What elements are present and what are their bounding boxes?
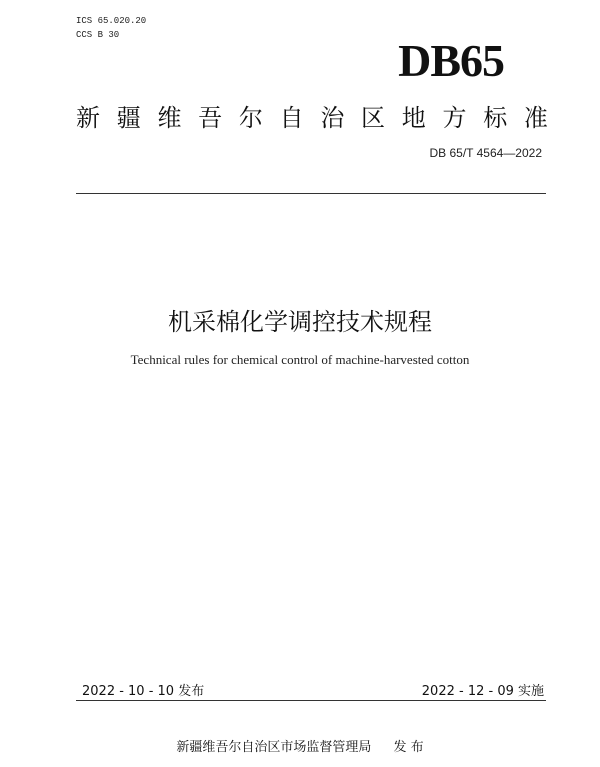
standard-number: DB 65/T 4564—2022 (429, 146, 542, 160)
document-title-chinese: 机采棉化学调控技术规程 (168, 308, 432, 336)
issuer-action: 发 布 (393, 740, 424, 755)
standard-type-char: 方 (442, 104, 467, 132)
db65-logo: DB65 (398, 35, 504, 86)
standard-type-char: 疆 (116, 104, 141, 132)
standard-type-char: 治 (320, 104, 345, 132)
standard-type-char: 地 (401, 104, 426, 132)
standard-type-char: 尔 (238, 104, 263, 132)
ccs-code: CCS B 30 (76, 30, 120, 40)
ics-code: ICS 65.020.20 (76, 16, 147, 26)
standard-type-heading (76, 98, 548, 133)
standard-type-char: 自 (279, 104, 304, 132)
issuer-line (0, 736, 600, 755)
standard-type-char: 维 (157, 104, 182, 132)
top-divider (76, 193, 546, 194)
standard-type-char: 标 (483, 104, 508, 132)
standard-type-char: 区 (361, 104, 386, 132)
issue-date: 2022 - 10 - 10 发布 (82, 684, 205, 699)
document-title-english: Technical rules for chemical control of machine-harvested cotton (130, 352, 470, 367)
standard-type-char: 准 (523, 104, 548, 132)
classification-codes (76, 14, 146, 42)
bottom-divider (76, 700, 546, 701)
standard-type-char: 新 (76, 104, 100, 132)
issuer-name: 新疆维吾尔自治区市场监督管理局 (176, 740, 372, 755)
implementation-date: 2022 - 12 - 09 实施 (421, 684, 544, 699)
standard-type-char: 吾 (198, 104, 223, 132)
